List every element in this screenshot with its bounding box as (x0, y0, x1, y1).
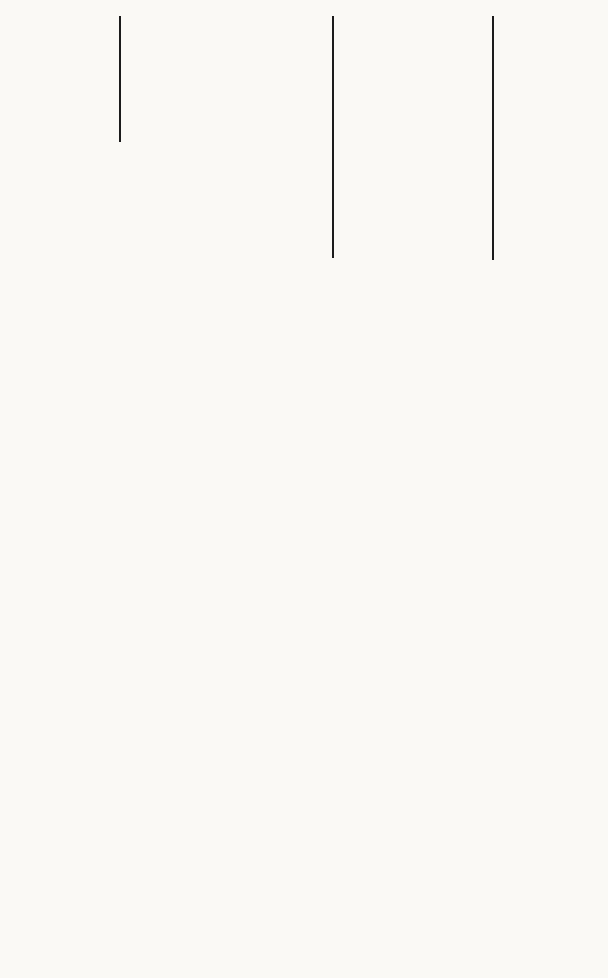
divider-line-left (119, 16, 121, 142)
textbook-page (0, 0, 608, 16)
divider-line-center (332, 16, 334, 258)
divider-line-right (492, 16, 494, 260)
